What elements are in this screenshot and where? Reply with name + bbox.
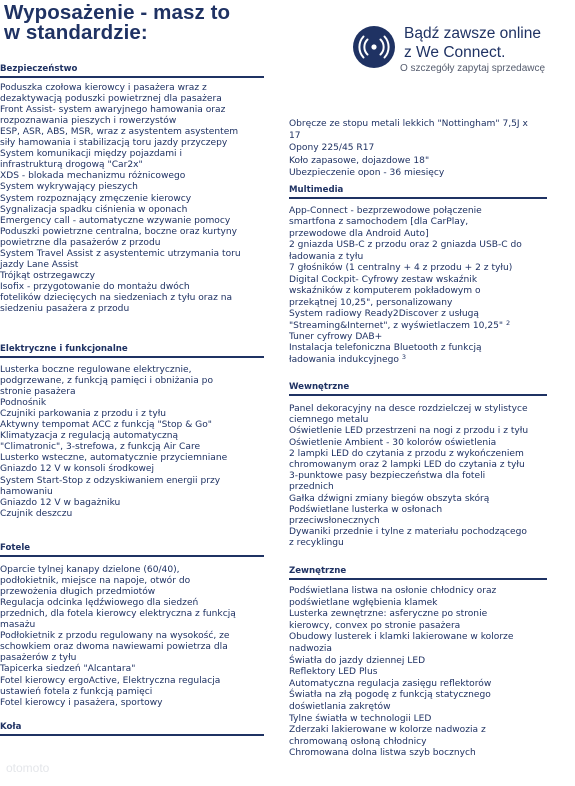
list-item: Digital Cockpit- Cyfrowy zestaw wskaźnik	[289, 274, 478, 285]
list-item: przeciwsłonecznych	[289, 516, 380, 526]
we-connect-heading-line: z We Connect.	[404, 44, 506, 61]
list-item: Podświetlane lusterka w osłonach	[289, 504, 443, 515]
list-item: App-Connect - bezprzewodowe połączenie	[289, 206, 482, 216]
list-item: Tylne światła w technologii LED	[289, 713, 432, 724]
list-item: System radiowy Ready2Discover z usługą	[289, 309, 479, 320]
list-item: Poduszka czołowa kierowcy i pasażera wraz z	[0, 83, 207, 93]
list-item: Światła na złą pogodę z funkcją statycznego	[289, 690, 491, 701]
list-item: System komunikacji między pojazdami i	[0, 149, 182, 160]
list-item: chromowaną osłoną chłodnicy	[289, 736, 427, 747]
list-item: ESP, ASR, ABS, MSR, wraz z asystentem asystentem	[0, 127, 239, 138]
list-item: Czujniki parkowania z przodu i z tyłu	[0, 409, 167, 420]
list-item: z recyklingu	[289, 538, 344, 549]
list-item: Tapicerka siedzeń "Alcantara"	[0, 664, 136, 675]
section-title: Fotele	[0, 543, 264, 557]
list-item: podgrzewane, z funkcją pamięci i obniżania po	[0, 376, 214, 387]
list-item: siły hamowania i stabilizacją toru jazdy przyczepy	[0, 138, 228, 149]
list-item: masażu	[0, 620, 36, 631]
list-item: Sygnalizacja spadku ciśnienia w oponach	[0, 204, 188, 215]
list-item: Gniazdo 12 V w bagażniku	[0, 497, 121, 508]
we-connect-logo-icon	[352, 25, 396, 69]
list-item: Czujnik deszczu	[0, 508, 73, 519]
list-item: Podnośnik	[0, 398, 47, 409]
list-item: fotelików dziecięcych na siedzeniach z tyłu oraz na	[0, 292, 233, 303]
list-item: Dywaniki przednie i tylne z materiału pochodzącego	[289, 527, 527, 538]
list-item: stronie pasażera	[0, 387, 76, 398]
list-item: schowkiem oraz dwoma nawiewami powietrza dla	[0, 642, 228, 653]
list-item: System Start-Stop z odzyskiwaniem energii przy	[0, 475, 221, 486]
list-item: kierowcy, convex po stronie pasażera	[289, 620, 461, 631]
list-item: Koło zapasowe, dojazdowe 18"	[289, 155, 430, 166]
list-item: Oświetlenie Ambient - 30 kolorów oświetlenia	[289, 437, 497, 448]
list-item: przewodowe dla Android Auto]	[289, 228, 429, 239]
list-item: doświetlania zakrętów	[289, 702, 391, 712]
list-item: hamowaniu	[0, 486, 53, 497]
list-item: Ubezpieczenie opon - 36 miesięcy	[289, 167, 445, 178]
list-item: siedzeniu pasażera z przodu	[0, 304, 130, 314]
list-item: przednich, dla fotela kierowcy elektryczna z funkcją	[0, 609, 236, 620]
page-title-line: Wyposażenie - masz to	[4, 1, 231, 24]
section-title: Koła	[0, 722, 264, 736]
list-item: nadwozia	[289, 644, 332, 654]
list-item: Reflektory LED Plus	[289, 667, 378, 678]
list-item: ciemnego metalu	[289, 415, 369, 426]
list-item: Lusterka zewnętrzne: asferyczne po stronie	[289, 609, 488, 620]
list-item: Fotel kierowcy ergoActive, Elektryczna regulacja	[0, 675, 221, 686]
list-item: Lusterka boczne regulowane elektrycznie,	[0, 365, 192, 375]
list-item: Opony 225/45 R17	[289, 143, 375, 154]
list-item: Instalacja telefoniczna Bluetooth z funkcją	[289, 343, 482, 354]
list-item: System rozpoznający zmęczenie kierowcy	[0, 193, 192, 204]
list-item: Chromowana dolna listwa szyb bocznych	[289, 748, 476, 759]
list-item: Oświetlenie LED przestrzeni na nogi z przodu i z tyłu	[289, 426, 529, 437]
list-item: Emergency call - automatyczne wzywanie pomocy	[0, 215, 231, 226]
list-item: ładowania indukcyjnego $^3$	[289, 352, 406, 365]
list-item: Isofix - przygotowanie do montażu dwóch	[0, 281, 190, 292]
footnote-marker: 2	[506, 318, 511, 327]
list-item: wskaźników z komputerem pokładowym o	[289, 286, 481, 297]
list-item: Lusterko wsteczne, automatycznie przyciemniane	[0, 453, 228, 464]
list-item: przewożenia długich przedmiotów	[0, 587, 156, 598]
list-item: pasażerów z tyłu	[0, 653, 77, 664]
list-item: "Streaming&Internet", z wyświetlaczem 10,25" $^2$	[289, 318, 511, 331]
list-item: Podświetlana listwa na osłonie chłodnicy oraz	[289, 586, 497, 596]
list-item: Obręcze ze stopu metali lekkich "Nottingham" 7,5J x	[289, 119, 528, 129]
list-item: 3-punktowe pasy bezpieczeństwa dla foteli	[289, 471, 486, 482]
we-connect-heading	[404, 24, 541, 62]
list-item: Front Assist- system awaryjnego hamowania oraz	[0, 105, 226, 116]
page-title	[4, 3, 230, 43]
list-item: przednich	[289, 482, 334, 493]
list-item: podłokietnik, miejsce na napoje, otwór do	[0, 576, 191, 587]
list-item: Trójkąt ostrzegawczy	[0, 270, 96, 281]
list-item: przekątnej 10,25", personalizowany	[289, 297, 453, 308]
watermark: otomoto	[6, 761, 50, 775]
list-item: Poduszki powietrzne centralna, boczne oraz kurtyny	[0, 226, 238, 237]
section-title: Elektryczne i funkcjonalne	[0, 344, 264, 358]
list-item: Regulacja odcinka lędźwiowego dla siedzeń	[0, 598, 199, 609]
we-connect-heading-line: Bądź zawsze online	[404, 25, 541, 42]
list-item: 2 gniazda USB-C z przodu oraz 2 gniazda USB-C do	[289, 240, 522, 251]
section-title: Multimedia	[289, 185, 547, 199]
section-title: Zewnętrzne	[289, 566, 547, 580]
list-item: Tuner cyfrowy DAB+	[289, 331, 383, 342]
list-item: 7 głośników (1 centralny + 4 z przodu + 2 z tyłu)	[289, 263, 513, 274]
list-item: rozpoznawania pieszych i rowerzystów	[0, 116, 177, 127]
list-item: 2 lampki LED do czytania z przodu z wykończeniem	[289, 448, 524, 459]
page-title-line: w standardzie:	[4, 21, 148, 44]
list-item: XDS - blokada mechanizmu różnicowego	[0, 171, 186, 182]
list-item: dezaktywacją poduszki powietrznej dla pasażera	[0, 94, 222, 105]
footnote-marker: 3	[401, 352, 406, 361]
list-item: 17	[289, 131, 301, 142]
section-title: Wewnętrzne	[289, 382, 547, 396]
list-item: Gniazdo 12 V w konsoli środkowej	[0, 464, 155, 475]
list-item: smartfona z samochodem [dla CarPlay,	[289, 217, 469, 228]
list-item: System wykrywający pieszych	[0, 182, 138, 193]
list-item: Obudowy lusterek i klamki lakierowane w kolorze	[289, 632, 514, 643]
list-item: Światła do jazdy dziennej LED	[289, 655, 426, 666]
list-item: podświetlane wgłębienia klamek	[289, 597, 438, 608]
list-item: Gałka dźwigni zmiany biegów obszyta skórą	[289, 493, 490, 504]
list-item: chromowanym oraz 2 lampki LED do czytania z tyłu	[289, 460, 525, 470]
list-item: Klimatyzacja z regulacją automatyczną	[0, 431, 179, 442]
list-item: Automatyczna regulacja zasięgu reflektorów	[289, 678, 492, 689]
list-item: jazdy Lane Assist	[0, 259, 79, 270]
list-item: ładowania z tyłu	[289, 251, 364, 262]
section-title: Bezpieczeństwo	[0, 64, 264, 78]
list-item: Aktywny tempomat ACC z funkcją "Stop & Go"	[0, 420, 212, 431]
list-item: Oparcie tylnej kanapy dzielone (60/40),	[0, 565, 180, 575]
list-item: powietrzne dla pasażerów z przodu	[0, 237, 161, 248]
we-connect-note: O szczegóły zapytaj sprzedawcę	[400, 63, 546, 74]
list-item: "Climatronic", 3-strefowa, z funkcją Air Care	[0, 442, 201, 453]
list-item: Panel dekoracyjny na desce rozdzielczej w stylistyce	[289, 404, 528, 414]
list-item: infrastrukturą drogową "Car2x"	[0, 160, 143, 171]
list-item: Podłokietnik z przodu regulowany na wysokość, ze	[0, 631, 230, 642]
list-item: ustawień fotela z funkcją pamięci	[0, 686, 153, 697]
list-item: Fotel kierowcy i pasażera, sportowy	[0, 697, 163, 708]
list-item: System Travel Assist z asystentemic utrzymania toru	[0, 248, 241, 259]
list-item: Zderzaki lakierowane w kolorze nadwozia z	[289, 725, 486, 736]
